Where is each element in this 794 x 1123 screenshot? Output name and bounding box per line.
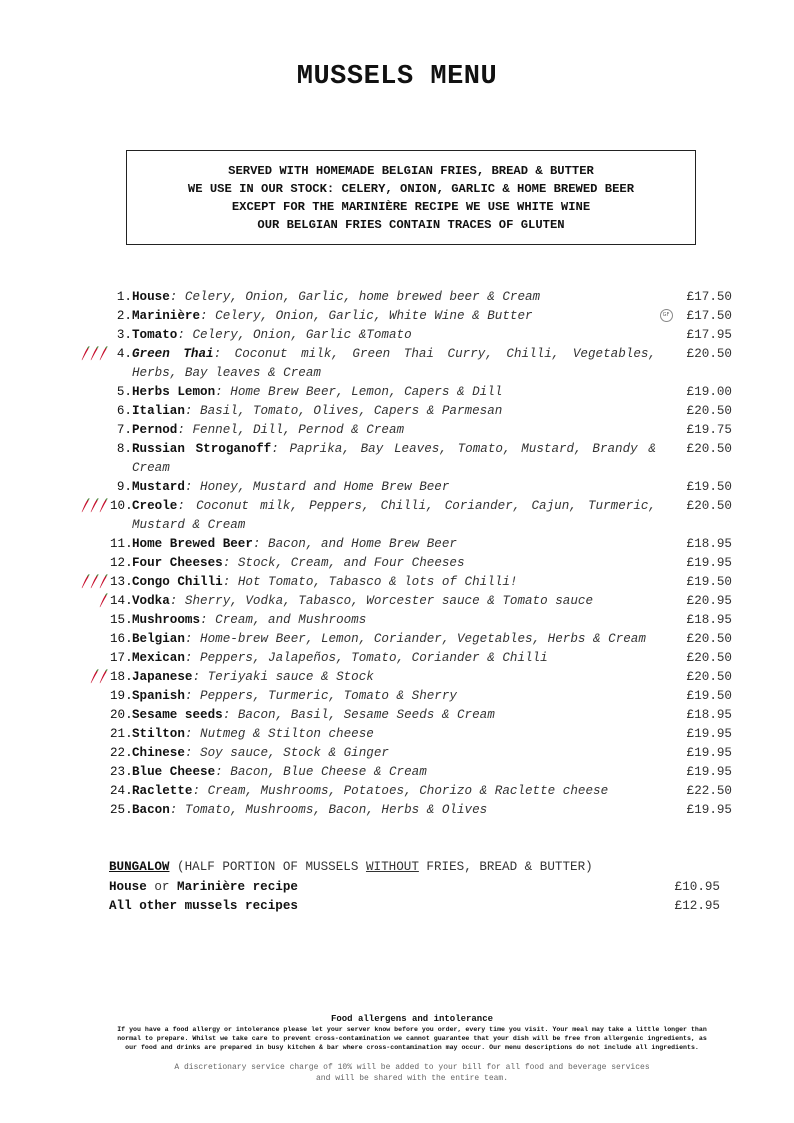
- item-ingredients: Coconut milk, Green Thai Curry, Chilli, Vegetables, Herbs, Bay leaves & Cream: [132, 347, 656, 380]
- item-ingredients: Bacon, and Home Brew Beer: [260, 537, 457, 551]
- service-charge-line: and will be shared with the entire team.: [315, 1074, 509, 1083]
- item-price: £19.50: [686, 689, 732, 703]
- spice-level: [76, 497, 110, 516]
- item-description-block: [132, 421, 656, 440]
- spice-level: [76, 383, 110, 402]
- item-number: 9.: [116, 480, 132, 494]
- item-number: 20.: [110, 708, 133, 722]
- menu-item: [76, 801, 736, 820]
- item-price: £20.50: [686, 670, 732, 684]
- item-description-block: [132, 288, 656, 307]
- item-separator: :: [271, 442, 279, 456]
- notice-line: SERVED WITH HOMEMADE BELGIAN FRIES, BREAD & BUTTER: [228, 164, 594, 178]
- item-ingredients: Stock, Cream, and Four Cheeses: [230, 556, 465, 570]
- item-separator: :: [184, 632, 193, 646]
- menu-item: [76, 611, 736, 630]
- chilli-pepper-icon: [99, 498, 108, 513]
- item-price: £20.95: [686, 594, 732, 608]
- bungalow-section: [109, 858, 720, 917]
- item-name: Vodka: [132, 594, 170, 608]
- item-description-block: [132, 478, 656, 497]
- item-ingredients: Honey, Mustard and Home Brew Beer: [192, 480, 450, 494]
- item-name: Marinière: [132, 309, 201, 323]
- menu-item: [76, 706, 736, 725]
- menu-item: [76, 725, 736, 744]
- item-name: Chinese: [132, 746, 185, 760]
- item-ingredients: Bacon, Blue Cheese & Cream: [222, 765, 427, 779]
- chilli-pepper-icon: [90, 574, 99, 589]
- item-separator: :: [184, 651, 193, 665]
- item-separator: :: [222, 708, 231, 722]
- item-name: Bacon: [132, 803, 170, 817]
- spice-level: [76, 535, 110, 554]
- chilli-pepper-icon: [90, 346, 99, 361]
- item-name: Herbs Lemon: [132, 385, 216, 399]
- menu-item: [76, 782, 736, 801]
- spice-level: [76, 478, 110, 497]
- item-name: Congo Chilli: [132, 575, 223, 589]
- item-price: £18.95: [686, 613, 732, 627]
- gluten-free-icon: GF: [660, 309, 673, 322]
- bungalow-or: or: [146, 879, 178, 894]
- item-description-block: [132, 440, 656, 478]
- bungalow-price: £10.95: [674, 879, 720, 894]
- bungalow-price: £12.95: [674, 899, 720, 913]
- menu-item: [76, 668, 736, 687]
- item-separator: :: [177, 328, 185, 342]
- item-separator: :: [184, 404, 193, 418]
- chilli-pepper-icon: [81, 346, 90, 361]
- item-number: 5.: [116, 385, 132, 399]
- menu-item: [76, 763, 736, 782]
- menu-item: [76, 535, 736, 554]
- chilli-pepper-icon: [99, 346, 108, 361]
- item-separator: :: [192, 670, 201, 684]
- item-separator: :: [177, 423, 185, 437]
- item-ingredients: Basil, Tomato, Olives, Capers & Parmesan: [192, 404, 503, 418]
- spice-level: [76, 402, 110, 421]
- menu-item: [76, 402, 736, 421]
- item-name: Italian: [132, 404, 185, 418]
- item-name: Mexican: [132, 651, 185, 665]
- menu-item: [76, 649, 736, 668]
- spice-level: [76, 706, 110, 725]
- item-price: £20.50: [686, 347, 732, 361]
- item-description-block: [132, 535, 656, 554]
- item-name: Pernod: [132, 423, 178, 437]
- item-number: 10.: [110, 499, 133, 513]
- spice-level: [76, 307, 110, 326]
- menu-item: [76, 440, 736, 478]
- item-price: £20.50: [686, 404, 732, 418]
- chilli-pepper-icon: [99, 574, 108, 589]
- item-ingredients: Sherry, Vodka, Tabasco, Worcester sauce & Tomato sauce: [177, 594, 594, 608]
- chilli-pepper-icon: [90, 498, 99, 513]
- item-separator: :: [184, 689, 193, 703]
- item-number: 23.: [110, 765, 133, 779]
- menu-item: [76, 744, 736, 763]
- item-number: 12.: [110, 556, 133, 570]
- bungalow-row-other: [109, 897, 720, 917]
- item-price: £19.95: [686, 746, 732, 760]
- spice-level: [76, 744, 110, 763]
- chilli-pepper-icon: [81, 498, 90, 513]
- item-price: £22.50: [686, 784, 732, 798]
- item-separator: :: [200, 309, 208, 323]
- spice-level: [76, 687, 110, 706]
- item-description-block: [132, 592, 656, 611]
- chilli-pepper-icon: [99, 669, 108, 684]
- item-number: 22.: [110, 746, 133, 760]
- item-name: Tomato: [132, 328, 178, 342]
- menu-item: [76, 307, 736, 326]
- item-number: 25.: [110, 803, 133, 817]
- item-description-block: [132, 554, 656, 573]
- spice-level: [76, 649, 110, 668]
- spice-level: [76, 345, 110, 364]
- item-price: £20.50: [686, 651, 732, 665]
- item-number: 6.: [116, 404, 132, 418]
- spice-level: [76, 421, 110, 440]
- chilli-pepper-icon: [90, 669, 99, 684]
- item-ingredients: Celery, Onion, Garlic, White Wine & Butter: [207, 309, 533, 323]
- item-description-block: [132, 801, 656, 820]
- menu-item: [76, 687, 736, 706]
- item-separator: :: [169, 803, 178, 817]
- bungalow-mariniere: Marinière recipe: [177, 879, 298, 894]
- item-price: £19.95: [686, 727, 732, 741]
- item-separator: :: [222, 556, 231, 570]
- item-description-block: [132, 326, 656, 345]
- item-price: £18.95: [686, 537, 732, 551]
- item-number: 14.: [110, 594, 133, 608]
- item-ingredients: Tomato, Mushrooms, Bacon, Herbs & Olives: [177, 803, 488, 817]
- bungalow-title: BUNGALOW: [109, 860, 170, 874]
- item-separator: :: [215, 765, 223, 779]
- item-separator: :: [213, 347, 222, 361]
- item-separator: :: [169, 594, 178, 608]
- item-name: Raclette: [132, 784, 193, 798]
- menu-item: [76, 478, 736, 497]
- item-number: 2.: [116, 309, 132, 323]
- spice-level: [76, 554, 110, 573]
- item-price: £17.50: [686, 290, 732, 304]
- bungalow-note-without: WITHOUT: [365, 860, 419, 874]
- menu-item: [76, 573, 736, 592]
- spice-level: [76, 763, 110, 782]
- menu-item: [76, 630, 736, 649]
- item-price: £19.50: [686, 480, 732, 494]
- mussels-menu-list: [76, 288, 736, 820]
- item-number: 8.: [116, 442, 132, 456]
- item-name: Green Thai: [132, 347, 214, 361]
- menu-title: MUSSELS MENU: [296, 62, 498, 92]
- item-description-block: [132, 725, 656, 744]
- item-number: 3.: [116, 328, 132, 342]
- item-description-block: [132, 383, 656, 402]
- notice-line: EXCEPT FOR THE MARINIÈRE RECIPE WE USE WHITE WINE: [231, 200, 591, 214]
- bungalow-heading: [109, 858, 720, 878]
- spice-level: [76, 326, 110, 345]
- item-ingredients: Home-brew Beer, Lemon, Coriander, Vegetables, Herbs & Cream: [192, 632, 646, 646]
- item-price: £19.95: [686, 803, 732, 817]
- item-ingredients: Celery, Onion, Garlic &Tomato: [184, 328, 412, 342]
- notice-line: OUR BELGIAN FRIES CONTAIN TRACES OF GLUTEN: [257, 218, 565, 232]
- item-separator: :: [184, 727, 193, 741]
- item-price: £20.50: [686, 499, 732, 513]
- item-name: Russian Stroganoff: [132, 442, 272, 456]
- bungalow-other-label: All other mussels recipes: [109, 899, 298, 913]
- item-description-block: [132, 763, 656, 782]
- item-description-block: [132, 630, 656, 649]
- item-number: 17.: [110, 651, 133, 665]
- item-description-block: [132, 744, 656, 763]
- bungalow-row-house-mariniere: [109, 878, 720, 898]
- spice-level: [76, 288, 110, 307]
- item-number: 21.: [110, 727, 133, 741]
- item-description-block: [132, 782, 656, 801]
- item-price: £19.00: [686, 385, 732, 399]
- item-number: 7.: [116, 423, 132, 437]
- item-separator: :: [252, 537, 261, 551]
- menu-item: [76, 345, 736, 383]
- notice-line: WE USE IN OUR STOCK: CELERY, ONION, GARLIC & HOME BREWED BEER: [187, 182, 635, 196]
- item-description-block: [132, 402, 656, 421]
- item-description-block: [132, 668, 656, 687]
- item-price: £18.95: [686, 708, 732, 722]
- menu-item: [76, 288, 736, 307]
- item-price: £17.50: [686, 309, 732, 323]
- item-ingredients: Bacon, Basil, Sesame Seeds & Cream: [230, 708, 495, 722]
- spice-level: [76, 573, 110, 592]
- bungalow-note-tail: FRIES, BREAD & BUTTER): [418, 860, 593, 874]
- spice-level: [76, 630, 110, 649]
- item-separator: :: [177, 499, 185, 513]
- item-name: Sesame seeds: [132, 708, 223, 722]
- item-price: £20.50: [686, 632, 732, 646]
- gluten-free-marker: [656, 307, 676, 326]
- item-ingredients: Cream, and Mushrooms: [207, 613, 367, 627]
- service-charge-note: [110, 1062, 714, 1084]
- item-number: 1.: [116, 290, 132, 304]
- spice-level: [76, 611, 110, 630]
- item-description-block: [132, 573, 656, 592]
- item-price: £19.95: [686, 765, 732, 779]
- item-number: 19.: [110, 689, 133, 703]
- item-description-block: [132, 611, 656, 630]
- item-separator: :: [184, 746, 193, 760]
- menu-item: [76, 497, 736, 535]
- item-name: Belgian: [132, 632, 185, 646]
- item-price: £17.95: [686, 328, 732, 342]
- item-number: 4.: [116, 347, 132, 361]
- item-price: £20.50: [686, 442, 732, 456]
- item-description-block: [132, 649, 656, 668]
- chilli-pepper-icon: [99, 593, 108, 608]
- item-name: Spanish: [132, 689, 185, 703]
- item-name: Mustard: [132, 480, 185, 494]
- menu-item: [76, 592, 736, 611]
- item-separator: :: [222, 575, 231, 589]
- bungalow-note: (HALF PORTION OF MUSSELS: [169, 860, 366, 874]
- item-description-block: [132, 706, 656, 725]
- spice-level: [76, 592, 110, 611]
- menu-item: [76, 554, 736, 573]
- item-ingredients: Nutmeg & Stilton cheese: [192, 727, 374, 741]
- item-description-block: [132, 497, 656, 535]
- allergen-footer: [110, 1013, 714, 1084]
- item-name: House: [132, 290, 170, 304]
- item-ingredients: Soy sauce, Stock & Ginger: [192, 746, 389, 760]
- item-description-block: [132, 345, 656, 383]
- item-ingredients: Peppers, Turmeric, Tomato & Sherry: [192, 689, 457, 703]
- spice-level: [76, 801, 110, 820]
- item-price: £19.75: [686, 423, 732, 437]
- item-number: 11.: [110, 537, 133, 551]
- item-ingredients: Paprika, Bay Leaves, Tomato, Mustard, Brandy & Cream: [132, 442, 656, 475]
- item-ingredients: Coconut milk, Peppers, Chilli, Coriander, Cajun, Turmeric, Mustard & Cream: [132, 499, 656, 532]
- item-ingredients: Celery, Onion, Garlic, home brewed beer & Cream: [177, 290, 541, 304]
- item-number: 16.: [110, 632, 133, 646]
- item-name: Four Cheeses: [132, 556, 223, 570]
- item-name: Home Brewed Beer: [132, 537, 253, 551]
- item-ingredients: Teriyaki sauce & Stock: [200, 670, 374, 684]
- spice-level: [76, 725, 110, 744]
- item-ingredients: Fennel, Dill, Pernod & Cream: [184, 423, 405, 437]
- chilli-pepper-icon: [81, 574, 90, 589]
- item-separator: :: [200, 613, 208, 627]
- allergen-text: If you have a food allergy or intolerance please let your server know before you order, every time you visit. Your meal may take a little longer than normal to prepare. Whilst we take care to prevent cross-contamination we cannot guarantee that your dish will be free from allergenic ingredients, as our food and drinks are prepared in busy kitchen & bar where cross-contamination may occur. Our menu descriptions do not include all ingredients.: [117, 1026, 707, 1051]
- item-ingredients: Hot Tomato, Tabasco & lots of Chilli!: [230, 575, 518, 589]
- service-notice-box: [126, 150, 696, 245]
- item-ingredients: Cream, Mushrooms, Potatoes, Chorizo & Raclette cheese: [200, 784, 609, 798]
- item-ingredients: Home Brew Beer, Lemon, Capers & Dill: [222, 385, 503, 399]
- item-separator: :: [192, 784, 201, 798]
- item-name: Creole: [132, 499, 178, 513]
- item-description-block: [132, 687, 656, 706]
- item-description-block: [132, 307, 656, 326]
- menu-item: [76, 326, 736, 345]
- item-number: 13.: [110, 575, 133, 589]
- spice-level: [76, 668, 110, 687]
- spice-level: [76, 782, 110, 801]
- item-price: £19.95: [686, 556, 732, 570]
- item-separator: :: [184, 480, 193, 494]
- item-separator: :: [215, 385, 223, 399]
- item-price: £19.50: [686, 575, 732, 589]
- item-name: Mushrooms: [132, 613, 201, 627]
- item-name: Blue Cheese: [132, 765, 216, 779]
- item-separator: :: [169, 290, 178, 304]
- item-number: 15.: [110, 613, 133, 627]
- item-name: Stilton: [132, 727, 185, 741]
- item-number: 24.: [110, 784, 133, 798]
- item-ingredients: Peppers, Jalapeños, Tomato, Coriander & Chilli: [192, 651, 548, 665]
- menu-item: [76, 421, 736, 440]
- item-number: 18.: [110, 670, 133, 684]
- menu-item: [76, 383, 736, 402]
- service-charge-line: A discretionary service charge of 10% will be added to your bill for all food and beverage services: [174, 1063, 650, 1072]
- allergen-title: Food allergens and intolerance: [330, 1014, 494, 1024]
- spice-level: [76, 440, 110, 459]
- bungalow-house: House: [109, 879, 147, 894]
- item-name: Japanese: [132, 670, 193, 684]
